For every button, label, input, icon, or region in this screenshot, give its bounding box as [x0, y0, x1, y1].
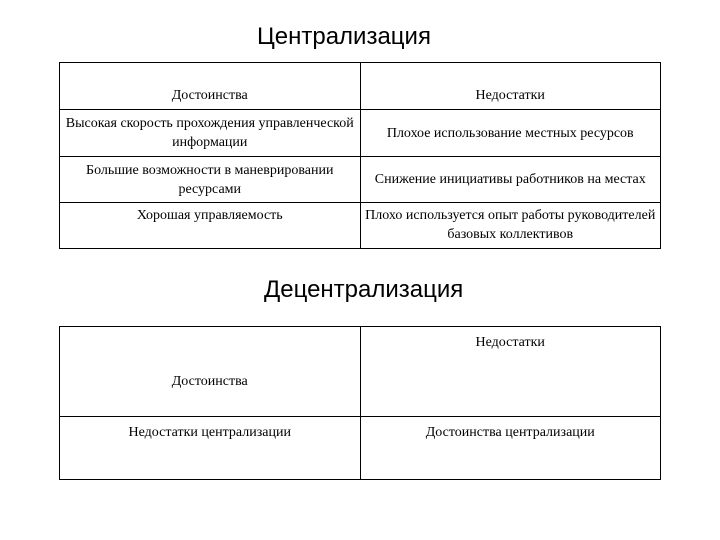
advantage-cell: Высокая скорость прохождения управленческой информации [60, 110, 361, 157]
disadvantage-cell: Снижение инициативы работников на местах [360, 157, 661, 203]
table-header-row [60, 63, 661, 110]
decentralization-title: Децентрализация [264, 276, 464, 303]
table-header-row [60, 327, 661, 417]
advantage-cell: Большие возможности в маневрировании ресурсами [60, 157, 361, 203]
disadvantages-header: Недостатки [360, 327, 661, 417]
advantage-cell: Хорошая управляемость [60, 203, 361, 249]
disadvantage-cell: Плохое использование местных ресурсов [360, 110, 661, 157]
advantages-header: Достоинства [60, 327, 361, 417]
disadvantage-cell: Достоинства централизации [360, 417, 661, 480]
advantages-header: Достоинства [60, 63, 361, 110]
centralization-table [59, 62, 661, 249]
advantage-cell: Недостатки централизации [60, 417, 361, 480]
disadvantages-header: Недостатки [360, 63, 661, 110]
table-row [60, 157, 661, 203]
decentralization-table [59, 326, 661, 480]
table-row [60, 203, 661, 249]
disadvantage-cell: Плохо используется опыт работы руководителей базовых коллективов [360, 203, 661, 249]
table-row [60, 417, 661, 480]
table-row [60, 110, 661, 157]
centralization-title: Централизация [257, 23, 431, 50]
